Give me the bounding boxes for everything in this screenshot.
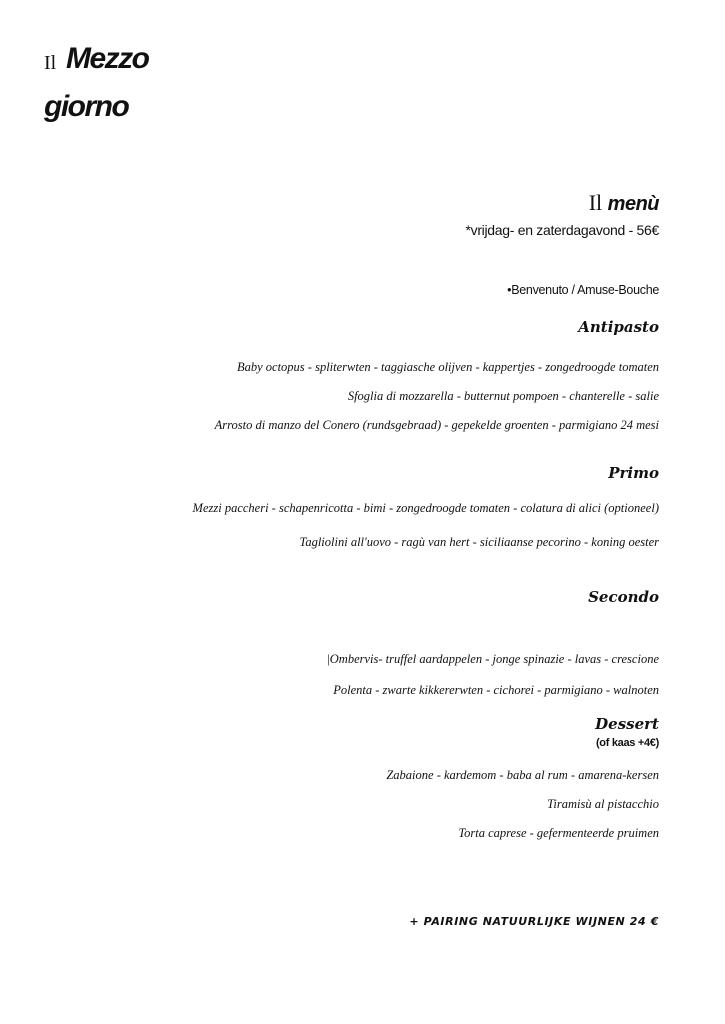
dish-item: Sfoglia di mozzarella - butternut pompoen - chanterelle - salie [347,389,659,403]
dish-item: Tiramisù al pistacchio [547,797,659,811]
logo-prefix: Il [44,52,57,74]
section-title-secondo: Secondo [588,588,659,606]
menu-title-prefix: Il [588,190,603,215]
menu-title [589,190,659,216]
dish-item: Torta caprese - gefermenteerde pruimen [458,826,659,840]
dish-item: Polenta - zwarte kikkererwten - cichorei - parmigiano - walnoten [333,683,659,697]
section-title-dessert: Dessert [595,715,659,733]
amuse-bouche: •Benvenuto / Amuse-Bouche [507,283,659,297]
section-title-antipasto: Antipasto [578,318,659,336]
logo-line-1: Mezzo [66,42,149,75]
menu-price-note: *vrijdag- en zaterdagavond - 56€ [465,222,659,238]
logo-line-2: giorno [44,90,129,123]
dish-item: Baby octopus - spliterwten - taggiasche olijven - kappertjes - zongedroogde tomaten [236,360,659,374]
wine-pairing: + PAIRING NATUURLIJKE WIJNEN 24 € [409,915,659,928]
dessert-cheese-note: (of kaas +4€) [595,737,659,749]
menu-title-word: menù [607,193,659,215]
dish-item: Zabaione - kardemom - baba al rum - amarena-kersen [386,768,659,782]
section-title-primo: Primo [608,464,659,482]
dish-item: Arrosto di manzo del Conero (rundsgebraad) - gepekelde groenten - parmigiano 24 mesi [214,418,659,432]
dish-item: |Ombervis- truffel aardappelen - jonge spinazie - lavas - crescione [326,652,659,666]
dish-item: Mezzi paccheri - schapenricotta - bimi - zongedroogde tomaten - colatura di alici (optioneel) [192,501,659,515]
dish-item: Tagliolini all'uovo - ragù van hert - siciliaanse pecorino - koning oester [299,535,659,549]
